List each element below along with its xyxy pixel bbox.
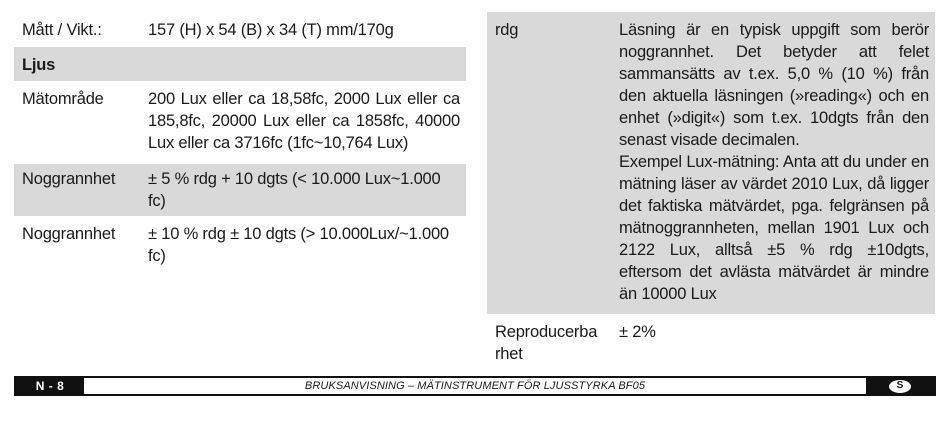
rdg-example: Exempel Lux-mätning: Anta att du under en mätning läser av värdet 2010 Lux, då ligger det faktiska mätvärdet, pga. felgränsen på mätnoggrannheten, mellan 1901 Lux och 2122 Lux, alltså ±5 % rdg ±10dgts, eftersom det avlästa mätvärdet är mindre än 10000 Lux xyxy=(619,153,929,303)
page-footer xyxy=(14,376,936,396)
spec-value: 157 (H) x 54 (B) x 34 (T) mm/170g xyxy=(148,21,394,39)
spec-label: Mätområde xyxy=(22,90,104,108)
spec-table-left xyxy=(14,12,466,273)
spec-label: Mått / Vikt.: xyxy=(22,21,102,39)
language-badge xyxy=(866,378,934,394)
language-code: S xyxy=(889,380,911,393)
spec-value xyxy=(619,19,935,305)
spec-row-rdg xyxy=(487,12,935,314)
spec-table-right xyxy=(487,12,935,371)
footer-title: BRUKSANVISNING – MÄTINSTRUMENT FÖR LJUSSTYRKA BF05 xyxy=(304,380,646,392)
rdg-definition: Läsning är en typisk uppgift som berör noggrannhet. Det betyder att felet sammansätts av t.ex. 5,0 % (10 %) från den aktuella läsningen (»reading«) och en enhet (»digit«) som t.ex. 10dgts från den senast visade decimalen. xyxy=(619,21,929,149)
spec-row-reproducibility xyxy=(487,314,935,371)
spec-value: ± 2% xyxy=(619,323,656,341)
section-title: Ljus xyxy=(22,56,56,74)
spec-value: 200 Lux eller ca 18,58fc, 2000 Lux eller ca 185,8fc, 20000 Lux eller ca 1858fc, 40000 Lux eller ca 3716fc (1fc~10,764 Lux) xyxy=(148,90,460,152)
spec-label: rdg xyxy=(495,21,519,39)
spec-label: Noggrannhet xyxy=(22,225,116,243)
spec-label: Reproducerbarhet xyxy=(495,323,598,363)
spec-value: ± 5 % rdg + 10 dgts (< 10.000 Lux~1.000 fc) xyxy=(148,170,441,210)
spec-label: Noggrannhet xyxy=(22,170,116,188)
spec-row-range xyxy=(14,81,466,164)
spec-row-dimensions xyxy=(14,12,466,47)
spec-value: ± 10 % rdg ± 10 dgts (> 10.000Lux/~1.000 fc) xyxy=(148,225,449,265)
spec-row-accuracy-low xyxy=(14,164,466,216)
section-header-light xyxy=(14,47,466,81)
spec-row-accuracy-high xyxy=(14,216,466,273)
page-number: N - 8 xyxy=(16,378,84,394)
